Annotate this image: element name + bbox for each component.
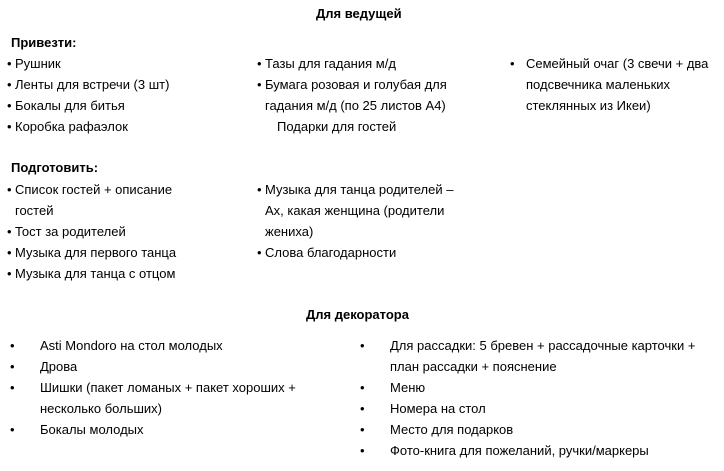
list-item: • Дрова [10, 356, 320, 377]
bullet-icon: • [360, 443, 365, 458]
list-item: • Бумага розовая и голубая для гадания м/д (по 25 листов А4) [257, 74, 462, 116]
list-item: • Номера на стол [360, 398, 715, 419]
prepare-list-col2 [257, 179, 462, 263]
bullet-icon: • [7, 266, 12, 281]
list-item: Подарки для гостей [277, 119, 397, 134]
list-item: • Тазы для гадания м/д [257, 53, 462, 74]
bring-list-col2 [257, 53, 462, 137]
bullet-icon: • [7, 119, 12, 134]
bring-list-col3 [510, 53, 710, 116]
list-item: • Музыка для танца родителей – Ах, какая женщина (родители жениха) [257, 179, 462, 242]
list-item: • Asti Mondoro на стол молодых [10, 335, 320, 356]
list-item: • Ленты для встречи (3 шт) [7, 74, 247, 95]
list-item: • Рушник [7, 53, 247, 74]
bullet-icon: • [257, 245, 262, 260]
bullet-icon: • [360, 422, 365, 437]
bullet-icon: • [7, 224, 12, 239]
list-item: • Список гостей + описание гостей [7, 179, 212, 221]
bullet-icon: • [257, 56, 262, 71]
bullet-icon: • [10, 380, 15, 395]
bullet-icon: • [10, 338, 15, 353]
bullet-icon: • [360, 401, 365, 416]
bullet-icon: • [360, 380, 365, 395]
list-item: • Семейный очаг (3 свечи + два подсвечника маленьких стеклянных из Икеи) [510, 53, 710, 116]
bullet-icon: • [360, 338, 365, 353]
host-section-title: Для ведущей [316, 6, 402, 21]
list-item: • Музыка для первого танца [7, 242, 212, 263]
list-item: • Шишки (пакет ломаных + пакет хороших + несколько больших) [10, 377, 320, 419]
bring-list-col1 [7, 53, 247, 137]
bullet-icon: • [7, 56, 12, 71]
prepare-list-col1 [7, 179, 212, 284]
bullet-icon: • [7, 77, 12, 92]
list-item: • Тост за родителей [7, 221, 212, 242]
bullet-icon: • [257, 77, 262, 92]
bullet-icon: • [7, 182, 12, 197]
prepare-heading: Подготовить: [11, 160, 99, 175]
decorator-list-col2 [360, 335, 715, 461]
decorator-section-title: Для декоратора [306, 307, 409, 322]
bullet-icon: • [7, 98, 12, 113]
bullet-icon: • [510, 56, 515, 71]
list-item: • Фото-книга для пожеланий, ручки/маркеры [360, 440, 715, 461]
list-item: • Бокалы молодых [10, 419, 320, 440]
list-item: • Меню [360, 377, 715, 398]
decorator-list-col1 [10, 335, 320, 440]
bring-heading: Привезти: [11, 35, 77, 50]
list-item: • Слова благодарности [257, 242, 462, 263]
bullet-icon: • [7, 245, 12, 260]
bullet-icon: • [10, 422, 15, 437]
list-item: • Коробка рафаэлок [7, 116, 247, 137]
list-item: • Музыка для танца с отцом [7, 263, 212, 284]
bullet-icon: • [257, 182, 262, 197]
list-item: • Место для подарков [360, 419, 715, 440]
list-item: • Для рассадки: 5 бревен + рассадочные карточки + план рассадки + пояснение [360, 335, 715, 377]
list-item: • Бокалы для битья [7, 95, 247, 116]
bullet-icon: • [10, 359, 15, 374]
